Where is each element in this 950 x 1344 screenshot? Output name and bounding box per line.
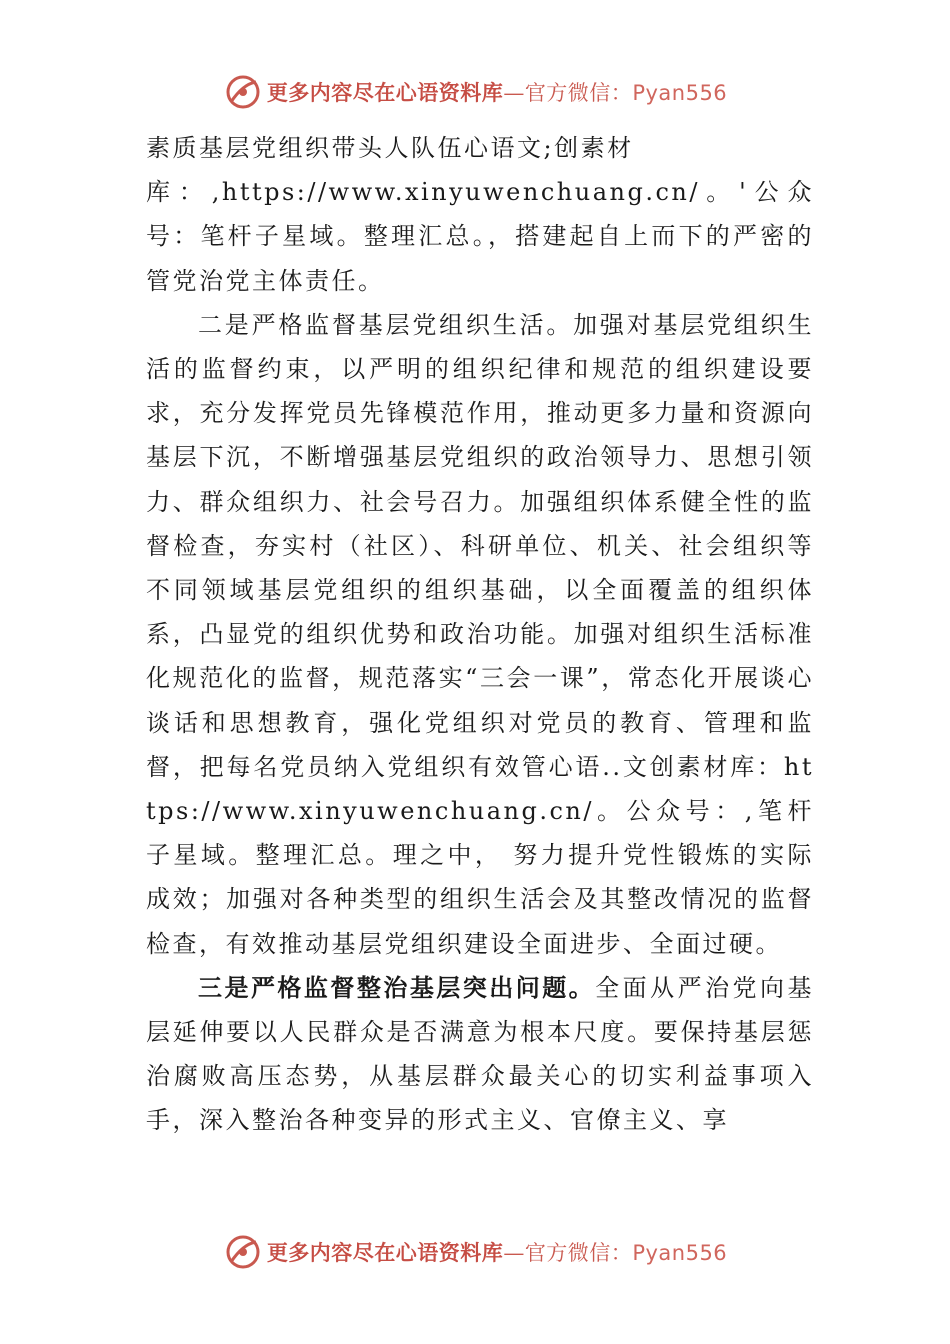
paragraph-3-text: 全面从严治党向基层延伸要以人民群众是否满意为根本尺度。要保持基层惩治腐败高压态势，从基层群众最关心的切实利益事项入手，深入整治各种变异的形式主义、官僚主义、享 <box>146 973 815 1135</box>
banner-wechat-id: Pyan556 <box>632 1241 728 1265</box>
banner-brand: 更多内容尽在心语资料库 <box>266 1240 504 1265</box>
banner-wechat-label: 官方微信： <box>524 81 633 105</box>
banner-wechat-label: 官方微信： <box>524 1241 633 1265</box>
banner-dash: — <box>503 81 525 105</box>
paragraph-2-text: 二是严格监督基层党组织生活。加强对基层党组织生活的监督约束，以严明的组织纪律和规范的组织建设要求，充分发挥党员先锋模范作用，推动更多力量和资源向基层下沉，不断增强基层党组织的政治领导力、思想引领力、群众组织力、社会号召力。加强组织体系健全性的监督检查，夯实村（社区）、科研单位、机关、社会组织等不同领域基层党组织的组织基础，以全面覆盖的组织体系，凸显党的组织优势和政治功能。加强对组织生活标准化规范化的监督，规范落实“三会一课”，常态化开展谈心谈话和思想教育，强化党组织对党员的教育、管理和监督，把每名党员纳入党组织有效管心语..文创素材库：https://www.xinyuwenchuang.cn/。公众号：,笔杆子星域。整理汇总。理之中， 努力提升党性锻炼的实际成效；加强对各种类型的组织生活会及其整改情况的监督检查，有效推动基层党组织建设全面进步、全面过硬。 <box>146 310 814 958</box>
paragraph-3 <box>146 966 814 1143</box>
speech-seal-icon <box>223 72 263 112</box>
banner-text <box>267 1237 727 1267</box>
paragraph-2 <box>146 303 814 966</box>
document-body <box>146 126 814 1143</box>
header-banner <box>0 72 950 112</box>
banner-brand: 更多内容尽在心语资料库 <box>266 80 504 105</box>
footer-banner <box>0 1232 950 1272</box>
paragraph-1-text: 素质基层党组织带头人队伍心语文;创素材 库：,https://www.xinyuwenchuang.cn/。'公众号：笔杆子星域。整理汇总。，搭建起自上而下的严密的管党治党主体责任。 <box>146 134 814 295</box>
paragraph-3-lead: 三是严格监督整治基层突出问题。 <box>198 973 596 1002</box>
banner-text <box>267 77 727 107</box>
banner-wechat-id: Pyan556 <box>632 81 728 105</box>
banner-dash: — <box>503 1241 525 1265</box>
paragraph-1 <box>146 126 814 303</box>
speech-seal-icon <box>223 1232 263 1272</box>
